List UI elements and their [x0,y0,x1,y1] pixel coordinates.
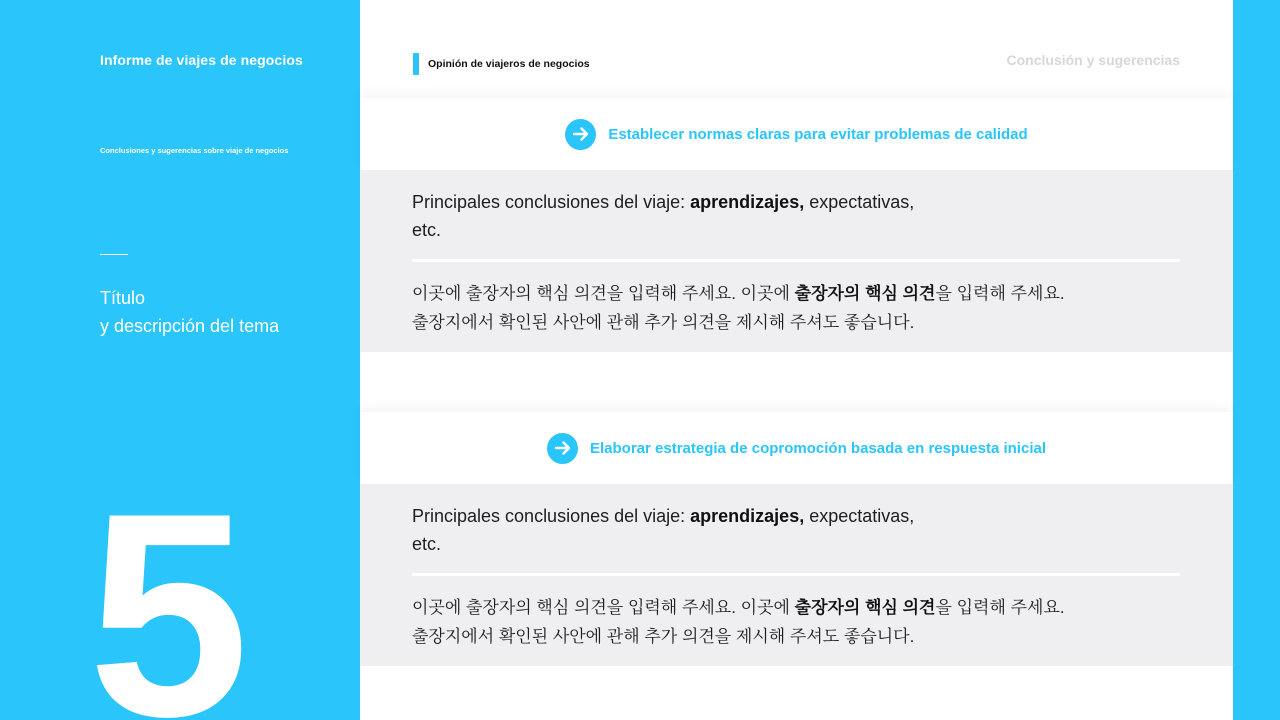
main-text-line2: etc. [412,220,442,240]
arrow-right-circle-icon [547,433,578,464]
main-text-bold: aprendizajes, [690,506,805,526]
main-text-post: expectativas, [804,192,915,212]
sidebar-panel [0,0,360,720]
report-subtitle: Conclusiones y sugerencias sobre viaje de negocios [100,146,289,155]
main-text-post: expectativas, [804,506,915,526]
section-label: Conclusión y sugerencias [1006,52,1180,68]
report-title: Informe de viajes de negocios [100,52,303,68]
main-text-pre: Principales conclusiones del viaje: [412,192,691,212]
card-body-2 [360,484,1233,666]
body-divider [412,259,1180,262]
sidebar-divider [100,254,128,255]
card-heading-text: Elaborar estrategia de copromoción basada en respuesta inicial [590,439,1046,457]
card-heading-1 [360,98,1233,170]
opinion-text-bold: 출장자의 핵심 의견 [794,598,936,617]
topic-title-line1: Título [100,288,146,308]
opinion-text-pre: 이곳에 출장자의 핵심 의견을 입력해 주세요. 이곳에 [412,598,795,617]
opinion-text [412,279,1112,337]
main-conclusion-text [412,188,932,244]
main-conclusion-text [412,502,932,558]
opinion-text-line2: 출장지에서 확인된 사안에 관해 추가 의견을 제시해 주셔도 좋습니다. [412,627,915,646]
opinion-text-pre: 이곳에 출장자의 핵심 의견을 입력해 주세요. 이곳에 [412,284,795,303]
card-body-1 [360,170,1233,352]
opinion-text [412,593,1112,651]
topic-title-line2: y descripción del tema [100,316,280,336]
opinion-text-post: 을 입력해 주세요. [935,284,1065,303]
main-text-bold: aprendizajes, [690,192,805,212]
main-text-pre: Principales conclusiones del viaje: [412,506,691,526]
header-label: Opinión de viajeros de negocios [428,58,590,70]
section-number: 5 [88,453,244,720]
arrow-right-circle-icon [565,119,596,150]
right-accent-stripe [1233,0,1280,720]
opinion-text-bold: 출장자의 핵심 의견 [794,284,936,303]
main-text-line2: etc. [412,534,442,554]
header-accent-bar [413,53,419,75]
opinion-text-post: 을 입력해 주세요. [935,598,1065,617]
opinion-text-line2: 출장지에서 확인된 사안에 관해 추가 의견을 제시해 주셔도 좋습니다. [412,313,915,332]
card-heading-text: Establecer normas claras para evitar problemas de calidad [608,125,1028,143]
card-heading-2 [360,412,1233,484]
body-divider [412,573,1180,576]
topic-title [100,284,279,340]
